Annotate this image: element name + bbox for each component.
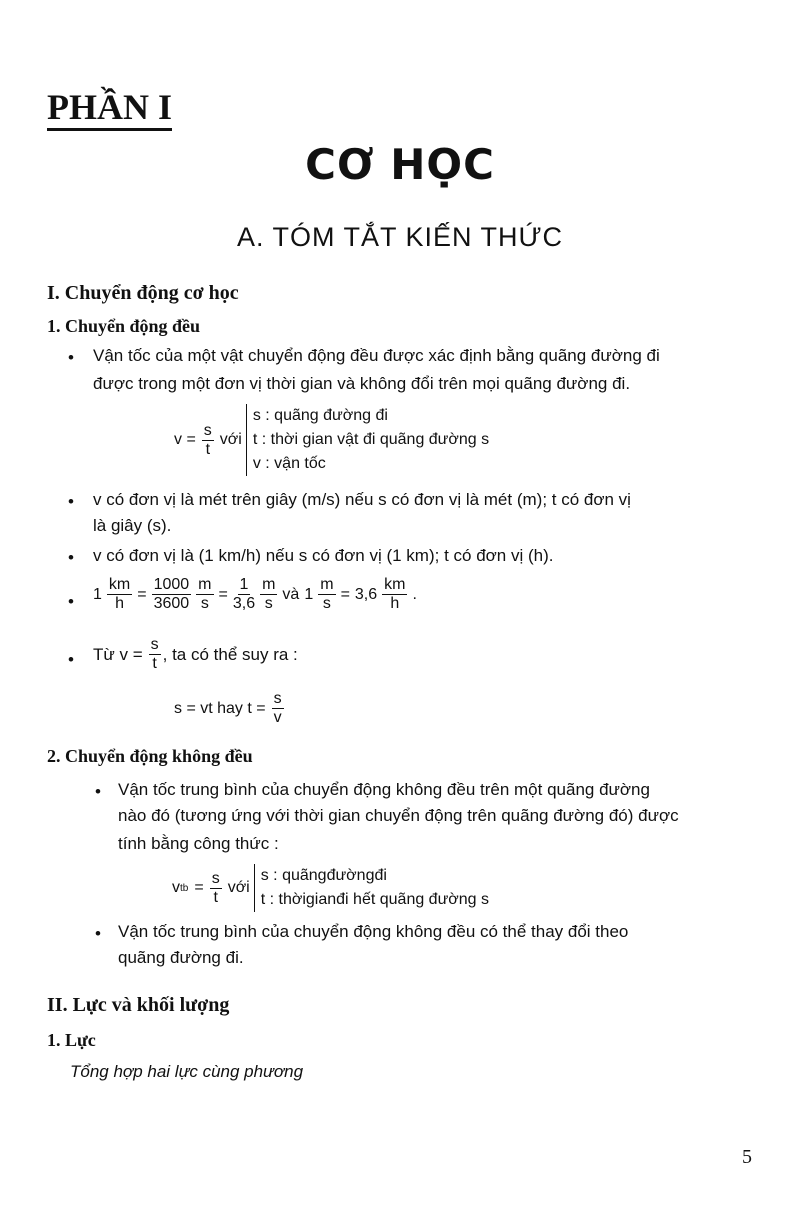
bullet-icon: • — [95, 924, 101, 943]
bullet-icon: • — [95, 782, 101, 801]
variable: v — [172, 879, 180, 896]
numerator: km — [108, 576, 131, 593]
numerator: m — [198, 576, 212, 593]
fraction — [272, 690, 284, 727]
bullet-icon: • — [68, 592, 74, 611]
denominator: t — [152, 655, 157, 672]
paragraph-line: tính bằng công thức : — [118, 834, 279, 853]
numerator: m — [320, 576, 334, 593]
fraction — [196, 576, 213, 613]
period: . — [412, 585, 417, 603]
formula-velocity — [174, 404, 489, 476]
formula-average-velocity — [172, 864, 489, 912]
number: 3,6 — [354, 585, 378, 603]
fraction — [318, 576, 335, 613]
section-heading: II. Lực và khối lượng — [47, 994, 230, 1016]
definition-item: v : vận tốc — [252, 455, 326, 472]
fraction — [202, 422, 214, 459]
definition-item: s : quãng đường đi — [252, 407, 388, 424]
derivation-line — [93, 636, 298, 673]
numerator: km — [384, 576, 406, 593]
bullet-icon: • — [68, 650, 74, 669]
definition-item: t : thời gian vật đi quãng đường s — [252, 431, 490, 448]
chapter-title: CƠ HỌC — [305, 140, 495, 189]
paragraph-line: là giây (s). — [93, 516, 172, 535]
italic-subheading: Tổng hợp hai lực cùng phương — [70, 1062, 304, 1081]
paragraph-line: nào đó (tương ứng với thời gian chuyển động trên quãng đường đó) được — [118, 806, 679, 825]
paragraph-line: được trong một đơn vị thời gian và không đổi trên mọi quãng đường đi. — [93, 374, 631, 393]
fraction — [210, 870, 222, 907]
equals-sign: = — [340, 585, 350, 603]
subsection-heading: 2. Chuyển động không đều — [47, 746, 253, 766]
conjunction: và — [282, 585, 300, 603]
definition-item: s : quãngđườngđi — [260, 867, 387, 884]
denominator: s — [264, 595, 273, 612]
numerator: m — [262, 576, 276, 593]
fraction — [260, 576, 277, 613]
numerator: 1000 — [153, 576, 190, 593]
paragraph-line: quãng đường đi. — [118, 948, 244, 967]
page-number: 5 — [742, 1146, 752, 1168]
denominator: t — [205, 440, 211, 458]
bullet-icon: • — [68, 492, 74, 511]
numerator: s — [150, 636, 159, 653]
formula-with: với — [219, 431, 242, 448]
denominator: 3600 — [153, 595, 190, 612]
numerator: 1 — [239, 576, 249, 593]
denominator: v — [273, 709, 282, 726]
denominator: s — [200, 595, 209, 612]
number: 1 — [93, 585, 102, 603]
paragraph-line: v có đơn vị là mét trên giây (m/s) nếu s có đơn vị là mét (m); t có đơn vị — [93, 490, 631, 509]
bullet-icon: • — [68, 348, 74, 367]
denominator: h — [390, 595, 400, 612]
numerator: s — [211, 869, 220, 887]
section-heading: I. Chuyển động cơ học — [47, 282, 239, 304]
equals-sign: = — [194, 879, 204, 896]
definition-list — [246, 404, 489, 476]
formula-unit-conversion — [93, 576, 417, 613]
subscript: tb — [180, 882, 189, 894]
equals-sign: = — [218, 585, 228, 603]
denominator: 3,6 — [232, 595, 256, 612]
denominator: s — [322, 595, 331, 612]
equals-sign: = — [137, 585, 147, 603]
numerator: s — [273, 690, 282, 707]
formula-lhs: s = vt hay t = — [174, 699, 266, 717]
fraction — [382, 576, 407, 613]
section-title: A. TÓM TẮT KIẾN THỨC — [236, 222, 564, 252]
denominator: t — [213, 888, 218, 906]
paragraph-line: v có đơn vị là (1 km/h) nếu s có đơn vị (1 km); t có đơn vị (h). — [93, 546, 554, 565]
text: , ta có thể suy ra : — [162, 644, 298, 664]
part-heading: PHẦN I — [47, 88, 172, 131]
fraction — [149, 636, 161, 673]
definition-list — [254, 864, 489, 912]
fraction — [233, 576, 255, 613]
paragraph-line: Vận tốc của một vật chuyển động đều được xác định bằng quãng đường đi — [93, 346, 660, 365]
paragraph-line: Vận tốc trung bình của chuyển động không đều trên một quãng đường — [118, 780, 650, 799]
formula-lhs: v = — [174, 431, 196, 448]
formula-distance-time — [174, 690, 284, 727]
bullet-icon: • — [68, 548, 74, 567]
number: 1 — [304, 585, 314, 603]
text: Từ v = — [93, 644, 143, 664]
subsection-heading: 1. Lực — [47, 1030, 96, 1050]
denominator: h — [115, 595, 125, 612]
formula-with: với — [227, 879, 250, 896]
fraction — [107, 576, 132, 613]
definition-item: t : thờigianđi hết quãng đường s — [260, 891, 490, 908]
fraction — [152, 576, 192, 613]
subsection-heading: 1. Chuyển động đều — [47, 316, 201, 336]
paragraph-line: Vận tốc trung bình của chuyển động không đều có thể thay đổi theo — [118, 922, 629, 941]
numerator: s — [203, 421, 212, 439]
